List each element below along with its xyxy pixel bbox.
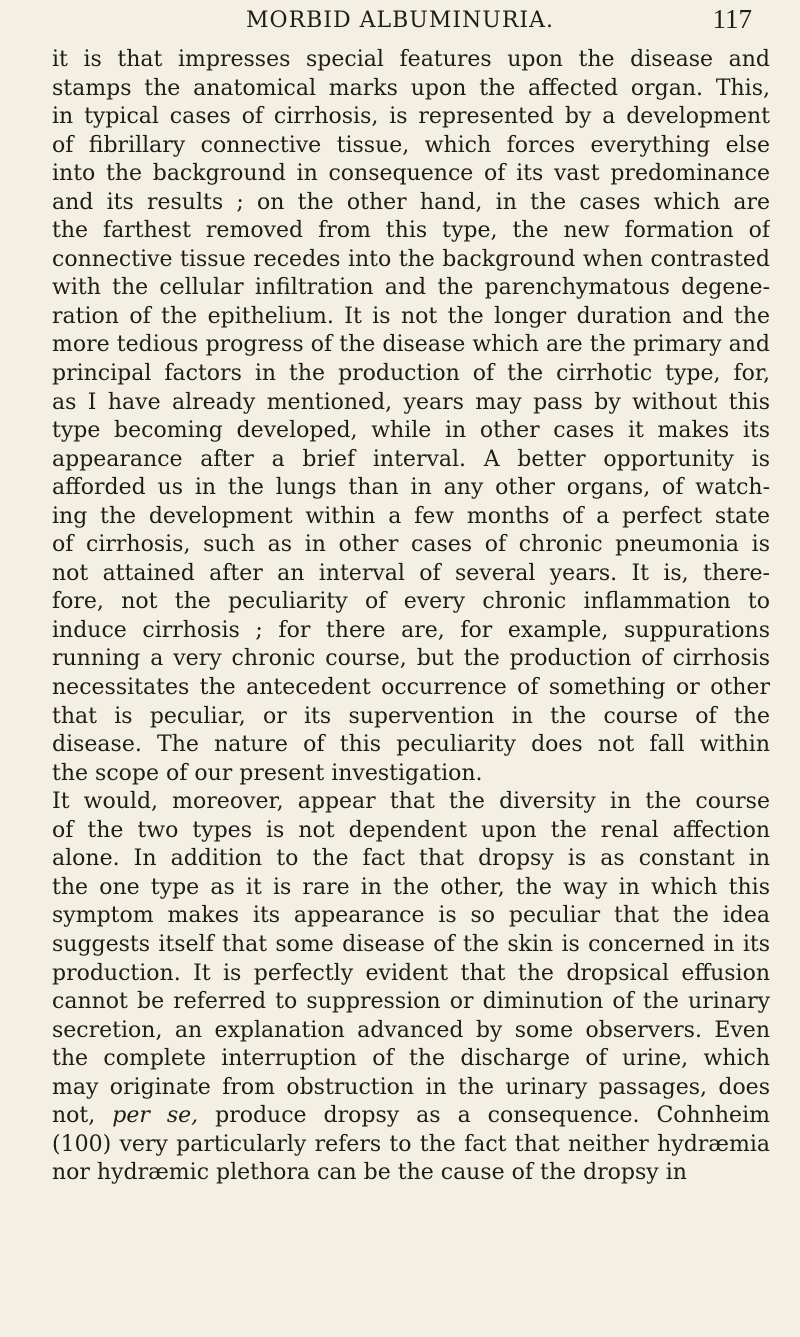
text-line-mixed xyxy=(52,1102,770,1131)
text-line: ing the development within a few months of a perfect state xyxy=(52,503,770,529)
text-line: that is peculiar, or its supervention in the course of the xyxy=(52,703,770,729)
text-line: ration of the epithelium. It is not the longer duration and the xyxy=(52,303,770,329)
text-line: alone. In addition to the fact that dropsy is as constant in xyxy=(52,846,770,872)
page-header xyxy=(0,4,800,44)
text-line: secretion, an explanation advanced by some observers. Even xyxy=(52,1017,770,1043)
text-line: disease. The nature of this peculiarity does not fall within xyxy=(52,732,770,758)
body-text xyxy=(52,46,770,1188)
text-line: running a very chronic course, but the production of cirrhosis xyxy=(52,646,770,672)
text-line: may originate from obstruction in the urinary passages, does xyxy=(52,1074,770,1100)
text-line: with the cellular infiltration and the parenchymatous degene- xyxy=(52,275,770,301)
text-line: as I have already mentioned, years may pass by without this xyxy=(52,389,770,415)
text-line: principal factors in the production of the cirrhotic type, for, xyxy=(52,361,770,387)
text-segment: produce dropsy as a consequence. Cohnheim xyxy=(215,1103,770,1129)
text-line: of cirrhosis, such as in other cases of chronic pneumonia is xyxy=(52,532,770,558)
text-line: stamps the anatomical marks upon the affected organ. This, xyxy=(52,75,770,101)
text-line: cannot be referred to suppression or diminution of the urinary xyxy=(52,989,770,1015)
text-line: the one type as it is rare in the other, the way in which this xyxy=(52,874,770,900)
text-line: necessitates the antecedent occurrence of something or other xyxy=(52,675,770,701)
text-line: induce cirrhosis ; for there are, for example, suppurations xyxy=(52,617,770,643)
text-line: into the background in consequence of its vast predominance xyxy=(52,161,770,187)
text-line: connective tissue recedes into the background when contrasted xyxy=(52,246,770,272)
text-line: suggests itself that some disease of the skin is concerned in its xyxy=(52,931,770,957)
text-line: (100) very particularly refers to the fact that neither hydræmia xyxy=(52,1131,770,1157)
italic-text: per se, xyxy=(112,1103,199,1129)
text-line: and its results ; on the other hand, in the cases which are xyxy=(52,189,770,215)
text-line: the farthest removed from this type, the new formation of xyxy=(52,218,770,244)
text-line: of the two types is not dependent upon the renal affection xyxy=(52,817,770,843)
running-title: MORBID ALBUMINURIA. xyxy=(246,8,554,33)
text-line: the scope of our present investigation. xyxy=(52,760,483,786)
page-number: 117 xyxy=(712,4,752,34)
text-line: production. It is perfectly evident that the dropsical effusion xyxy=(52,960,770,986)
text-line: of fibrillary connective tissue, which forces everything else xyxy=(52,132,770,158)
text-line: the complete interruption of the discharge of urine, which xyxy=(52,1046,770,1072)
text-line: appearance after a brief interval. A better opportunity is xyxy=(52,446,770,472)
text-line: not attained after an interval of several years. It is, there- xyxy=(52,560,770,586)
text-line: in typical cases of cirrhosis, is represented by a development xyxy=(52,104,770,130)
text-line: It would, moreover, appear that the diversity in the course xyxy=(52,789,770,815)
text-line: more tedious progress of the disease which are the primary and xyxy=(52,332,770,358)
text-line: afforded us in the lungs than in any other organs, of watch- xyxy=(52,475,770,501)
text-line: symptom makes its appearance is so peculiar that the idea xyxy=(52,903,770,929)
text-line: it is that impresses special features upon the disease and xyxy=(52,47,770,72)
text-line: type becoming developed, while in other cases it makes its xyxy=(52,418,770,444)
text-line: nor hydræmic plethora can be the cause of the dropsy in xyxy=(52,1160,687,1186)
text-line: fore, not the peculiarity of every chronic inflammation to xyxy=(52,589,770,615)
text-segment: not, xyxy=(52,1103,96,1129)
